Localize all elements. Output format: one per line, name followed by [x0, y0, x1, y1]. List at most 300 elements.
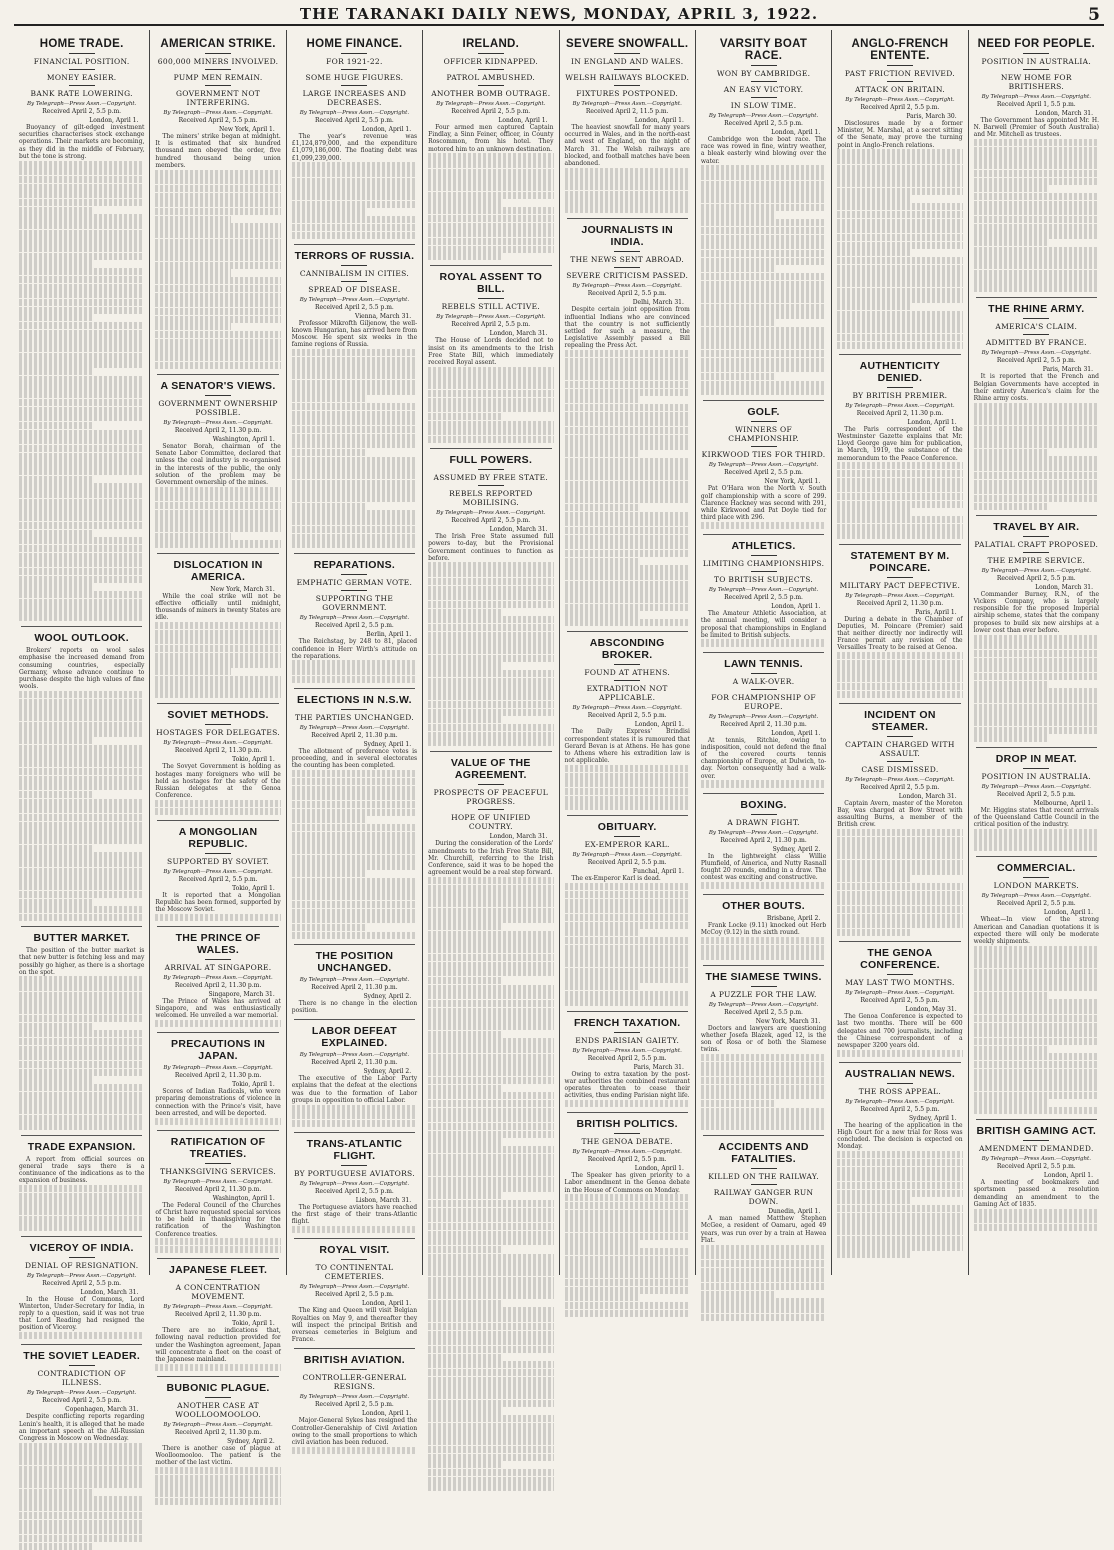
article	[292, 944, 417, 1014]
text-line	[155, 254, 280, 261]
received-time: Received April 2, 5.5 p.m.	[860, 104, 940, 111]
text-line	[565, 365, 690, 372]
text-line	[19, 1185, 144, 1192]
text-line	[701, 1092, 826, 1099]
dateline: London, March 31.	[489, 526, 548, 534]
text-line	[19, 752, 144, 759]
received-time: Received April 2, 5.5 p.m.	[860, 783, 940, 791]
headline-rule	[751, 555, 777, 556]
text-line	[837, 906, 962, 913]
headline-rule	[751, 814, 777, 815]
article-divider	[294, 944, 415, 945]
article-headline: BOXING.	[740, 798, 787, 811]
text-line	[565, 788, 690, 795]
article-subhead: GOVERNMENT NOT INTERFERING.	[175, 89, 261, 107]
article-headline: AMERICAN STRIKE.	[160, 38, 276, 50]
text-line	[565, 773, 690, 780]
text-line	[974, 984, 1099, 991]
text-line	[565, 960, 690, 967]
text-line	[837, 1220, 962, 1227]
text-line	[19, 1450, 144, 1457]
text-line	[974, 1092, 1099, 1099]
text-line	[837, 1228, 962, 1235]
article-divider	[976, 297, 1097, 298]
article-subhead: IN ENGLAND AND WALES.	[570, 57, 684, 66]
article-body: The Amateur Athletic Association, at the annual meeting, will consider a proposal that championships in England be limited to British subjects.	[700, 610, 827, 639]
column-4	[423, 30, 559, 1275]
text-line	[974, 1038, 1099, 1045]
text-line	[428, 693, 553, 700]
article-body: The allotment of preference votes is proceeding, and in several electorates the counting has been completed.	[291, 748, 418, 770]
text-line	[292, 885, 417, 892]
article-body: The miners' strike began at midnight. It is estimated that six hundred thousand men obeyed the order, five hundred thousand being union members.	[155, 133, 281, 169]
article-subhead: ARRIVAL AT SINGAPORE.	[164, 962, 272, 972]
text-line	[701, 296, 826, 303]
article-subhead: CONTRADICTION OF ILLNESS.	[37, 1369, 126, 1388]
text-line	[837, 203, 962, 210]
text-line	[837, 1167, 962, 1174]
headline-rule	[205, 1163, 231, 1164]
text-line	[565, 1287, 690, 1294]
article	[701, 965, 826, 1131]
text-line	[19, 852, 144, 859]
wire-credit: By Telegraph—Press Assn.—Copyright.	[299, 725, 410, 732]
text-line	[155, 223, 280, 230]
text-line	[428, 632, 553, 639]
article-body: The position of the butter market is that new butter is fetching less and may possibly go higher, as there is a shortage on the spot.	[19, 947, 145, 976]
article	[428, 448, 553, 746]
text-line	[565, 1302, 690, 1309]
dateline: Sydney, April 2.	[227, 1437, 275, 1445]
text-line	[292, 862, 417, 869]
text-line	[974, 147, 1099, 154]
headline-rule	[751, 673, 777, 674]
dateline: Sydney, April 1.	[363, 741, 412, 749]
text-line	[565, 519, 690, 526]
received-time: Received April 2, 5.5 p.m.	[860, 1105, 940, 1113]
article-divider	[839, 544, 960, 545]
headline-rule	[614, 664, 640, 665]
article-body: Buoyancy of gilt-edged investment securities characterises stock exchange operations. Their markets are becoming, as they did in the middle of February, but the tone is strong.	[19, 124, 145, 160]
received-time: Received April 2, 5.5 p.m.	[42, 1397, 122, 1405]
article-subhead: TO BRITISH SUBJECTS.	[713, 575, 814, 585]
wire-credit: By Telegraph—Press Assn.—Copyright.	[845, 776, 955, 783]
text-line	[701, 235, 826, 242]
article-headline: COMMERCIAL.	[997, 862, 1076, 875]
text-line	[19, 791, 94, 798]
article	[19, 926, 144, 1130]
text-line	[19, 445, 144, 452]
wire-credit: By Telegraph—Press Assn.—Copyright.	[436, 101, 546, 107]
text-line	[701, 265, 776, 272]
text-line	[701, 1283, 826, 1290]
received-time: Received April 2, 5.5 p.m.	[587, 290, 667, 298]
text-line	[974, 665, 1099, 672]
column-1	[14, 30, 150, 1442]
text-line	[428, 246, 553, 253]
text-line	[19, 1216, 144, 1223]
article-body: Frank Locke (9.11) knocked out Herb McCoy (9.12) in the sixth round.	[700, 922, 827, 937]
text-line	[19, 176, 144, 183]
received-time: Received April 2, 5.5 p.m.	[996, 574, 1076, 582]
text-line	[19, 391, 144, 398]
received-time: Received April 2, 11.30 p.m.	[720, 720, 807, 728]
text-line	[19, 992, 144, 999]
text-line	[565, 573, 690, 580]
text-line	[837, 165, 962, 172]
article-headline: FULL POWERS.	[449, 454, 533, 467]
headline-rule	[341, 281, 367, 282]
text-line	[565, 175, 690, 182]
article-body: Disclosures made by a former Minister, M. Marshal, at a secret sitting of the Senate, may prove the turning point in Anglo-French relations.	[837, 120, 963, 149]
article-subhead: REBELS REPORTED MOBILISING.	[449, 489, 533, 508]
article	[155, 1032, 280, 1125]
text-line	[155, 323, 230, 330]
text-line	[428, 390, 553, 397]
dateline: New York, April 1.	[219, 126, 275, 133]
headline-rule	[205, 959, 231, 960]
text-line	[292, 178, 417, 185]
text-line	[701, 780, 826, 787]
article-body: The ex-Emperor Karl is dead.	[571, 875, 661, 883]
wire-credit: By Telegraph—Press Assn.—Copyright.	[572, 705, 682, 712]
wire-credit: By Telegraph—Press Assn.—Copyright.	[299, 296, 410, 303]
article-subhead: LIMITING CHAMPIONSHIPS.	[702, 559, 825, 569]
article-subhead: A CONCENTRATION MOVEMENT.	[175, 1283, 261, 1302]
text-line	[428, 1161, 553, 1168]
headline-rule	[205, 853, 231, 854]
text-line	[19, 776, 144, 783]
text-line	[701, 342, 826, 349]
article-subhead: ATTACK ON BRITAIN.	[854, 85, 945, 94]
headline-rule	[751, 1168, 777, 1169]
text-line	[292, 403, 417, 410]
text-line	[292, 364, 417, 371]
headline-rule	[751, 65, 777, 66]
text-line	[428, 985, 553, 992]
article-body: Major-General Sykes has resigned the Controller-Generalship of Civil Aviation owing to the small proportions to which civil aviation has been reduced.	[291, 1417, 418, 1446]
article-divider	[21, 926, 142, 927]
article-subhead: FIXTURES POSTPONED.	[576, 89, 679, 98]
text-line	[974, 696, 1099, 703]
headline-rule	[887, 974, 913, 975]
article	[155, 553, 280, 699]
article-headline: REPARATIONS.	[313, 559, 396, 572]
text-line	[565, 945, 690, 952]
received-time: Received April 2, 11.30 p.m.	[856, 599, 944, 607]
text-line	[428, 238, 553, 245]
text-line	[155, 293, 280, 300]
text-line	[428, 1046, 553, 1053]
text-line	[701, 1245, 826, 1252]
text-line	[19, 729, 144, 736]
article	[19, 1344, 144, 1549]
wire-credit: By Telegraph—Press Assn.—Copyright.	[708, 1001, 819, 1008]
wire-credit: By Telegraph—Press Assn.—Copyright.	[299, 1284, 410, 1291]
text-line	[565, 581, 690, 588]
text-line	[428, 954, 553, 961]
text-line	[19, 1458, 144, 1465]
headline-rule	[341, 1259, 367, 1260]
text-line	[428, 1407, 503, 1414]
article-headline: GOLF.	[747, 406, 780, 419]
text-line	[19, 537, 144, 544]
headline-rule	[1023, 877, 1049, 878]
text-line	[974, 1084, 1099, 1091]
headline-rule	[205, 85, 231, 86]
article-subhead: LARGE INCREASES AND DECREASES.	[302, 89, 407, 107]
text-line	[155, 676, 280, 683]
text-line	[292, 349, 417, 356]
text-line	[428, 1307, 553, 1314]
headline-rule	[614, 1133, 640, 1134]
text-line	[565, 481, 690, 488]
text-line	[701, 219, 826, 226]
text-line	[292, 411, 417, 418]
wire-credit: By Telegraph—Press Assn.—Copyright.	[299, 976, 410, 983]
article-subhead: THE PARTIES UNCHANGED.	[294, 713, 414, 723]
text-line	[292, 878, 417, 885]
dateline: London, April 1.	[634, 721, 684, 729]
article-divider	[157, 374, 278, 375]
text-line	[428, 1469, 553, 1476]
article-body: The Genoa Conference is expected to last two months. There will be 600 delegates and 700 journalists, including the Chinese correspondent of a newspaper 3200 years old.	[837, 1013, 963, 1049]
article	[19, 38, 144, 621]
text-line	[837, 829, 962, 836]
text-line	[292, 185, 417, 192]
article-divider	[839, 941, 960, 942]
article	[974, 297, 1099, 509]
article	[837, 703, 962, 936]
text-line	[565, 883, 690, 890]
text-line	[837, 691, 962, 698]
text-line	[428, 724, 553, 731]
text-line	[19, 1543, 94, 1550]
text-line	[974, 277, 1099, 284]
article-body: The Portuguese aviators have reached the first stage of their trans-Atlantic flight.	[291, 1204, 418, 1226]
text-line	[428, 900, 553, 907]
article-headline: A SENATOR'S VIEWS.	[160, 379, 276, 392]
text-line	[837, 837, 962, 844]
wire-credit: By Telegraph—Press Assn.—Copyright.	[163, 974, 273, 981]
text-line	[19, 1504, 144, 1511]
text-line	[428, 892, 553, 899]
text-line	[155, 517, 280, 524]
text-line	[837, 195, 912, 202]
text-line	[155, 622, 280, 629]
text-line	[428, 1200, 553, 1207]
article-subhead: GOVERNMENT OWNERSHIP POSSIBLE.	[158, 398, 278, 417]
article-subhead: PAST FRICTION REVIVED.	[844, 69, 955, 78]
headline-rule	[341, 53, 367, 54]
received-time: Received April 2, 5.5 p.m.	[724, 120, 803, 127]
article-divider	[703, 894, 824, 895]
text-line	[837, 675, 962, 682]
text-line	[428, 709, 553, 716]
article-divider	[157, 926, 278, 927]
headline-rule	[478, 784, 504, 785]
article-divider	[976, 1119, 1097, 1120]
text-line	[837, 1213, 962, 1220]
text-line	[19, 768, 144, 775]
text-line	[565, 488, 690, 495]
text-line	[428, 639, 553, 646]
dateline: Dunedin, April 1.	[768, 1208, 821, 1216]
text-line	[837, 531, 962, 538]
text-line	[974, 185, 1049, 192]
text-line	[19, 253, 144, 260]
text-line	[155, 540, 280, 547]
text-line	[701, 242, 826, 249]
text-line	[974, 658, 1099, 665]
article	[155, 1130, 280, 1253]
text-line	[19, 737, 94, 744]
article-subhead: PALATIAL CRAFT PROPOSED.	[974, 539, 1099, 549]
text-line	[19, 376, 144, 383]
text-line	[292, 660, 417, 667]
text-line	[428, 153, 553, 160]
dateline: Funchal, April 1.	[632, 868, 684, 876]
text-line	[837, 508, 912, 515]
text-line	[292, 893, 417, 900]
text-line	[428, 1261, 553, 1268]
text-line	[19, 568, 144, 575]
wire-credit: By Telegraph—Press Assn.—Copyright.	[163, 1178, 273, 1185]
article-headline: IRELAND.	[462, 38, 520, 50]
wire-credit: By Telegraph—Press Assn.—Copyright.	[572, 283, 682, 290]
article-body: There is no change in the election position.	[291, 999, 418, 1014]
article-headline: BRITISH POLITICS.	[576, 1118, 678, 1131]
article	[974, 38, 1099, 292]
text-line	[155, 1238, 280, 1245]
article	[292, 1019, 417, 1127]
received-time: Received April 2, 5.5 p.m.	[42, 108, 122, 115]
text-line	[428, 1284, 553, 1291]
text-line	[19, 1512, 144, 1519]
text-line	[974, 426, 1099, 433]
article-subhead: SOME HUGE FIGURES.	[305, 73, 404, 82]
received-time: Received April 2, 5.5 p.m.	[178, 875, 258, 883]
text-line	[974, 139, 1099, 146]
text-line	[701, 952, 826, 959]
wire-credit: By Telegraph—Press Assn.—Copyright.	[708, 462, 819, 469]
wire-credit: By Telegraph—Press Assn.—Copyright.	[572, 1149, 682, 1156]
article-body: Commander Burney, R.N., of the Vickers Company, who is largely responsible for the proposed Imperial airship scheme, states that the company proposes to build six new airships at a lower cost than ever before.	[973, 590, 1099, 634]
text-line	[292, 801, 417, 808]
article	[155, 374, 280, 548]
text-line	[292, 434, 417, 441]
text-line	[19, 829, 144, 836]
text-line	[19, 276, 144, 283]
text-line	[19, 207, 94, 214]
dateline: Sydney, April 2.	[363, 992, 412, 1000]
dateline: Berlin, April 1.	[366, 631, 412, 639]
text-line	[155, 494, 280, 501]
text-line	[974, 1099, 1049, 1106]
dateline: Tokio, April 1.	[232, 756, 275, 764]
article-body: In the lightweight class Willie Plumfield, of America, and Nutty Rasnall fought 20 rounds, ending in a draw. The contest was exciting and constructive.	[700, 852, 827, 882]
text-line	[565, 396, 640, 403]
text-line	[19, 307, 144, 314]
article-divider	[839, 1062, 960, 1063]
article-subhead: DENIAL OF RESIGNATION.	[24, 1260, 139, 1270]
text-line	[701, 1298, 826, 1305]
text-line	[701, 350, 826, 357]
article	[701, 534, 826, 647]
article-headline: ELECTIONS IN N.S.W.	[297, 694, 412, 707]
text-line	[974, 154, 1099, 161]
text-line	[701, 1115, 826, 1122]
dateline: London, March 31.	[489, 330, 548, 338]
text-line	[701, 1054, 826, 1061]
text-line	[19, 360, 144, 367]
dateline: London, April 1.	[907, 418, 957, 426]
text-line	[19, 1473, 144, 1480]
text-line	[565, 465, 690, 472]
text-line	[155, 200, 280, 207]
article	[701, 793, 826, 890]
text-line	[837, 921, 962, 928]
text-line	[837, 257, 962, 264]
headline-rule	[614, 836, 640, 837]
text-line	[155, 637, 280, 644]
text-line	[155, 339, 280, 346]
text-line	[155, 185, 280, 192]
text-line	[155, 1490, 280, 1497]
article-subhead: THE NEWS SENT ABROAD.	[570, 255, 685, 265]
dateline: London, March 31.	[898, 792, 957, 800]
article-subhead: PATROL AMBUSHED.	[446, 73, 536, 82]
article-divider	[294, 1238, 415, 1239]
dateline: New York, March 31.	[210, 585, 275, 593]
received-time: Received April 2, 5.5 p.m.	[315, 117, 394, 124]
text-line	[837, 462, 962, 469]
text-line	[565, 412, 690, 419]
wire-credit: By Telegraph—Press Assn.—Copyright.	[163, 110, 273, 116]
headline-rule	[1023, 1140, 1049, 1141]
article-headline: ROYAL ASSENT TO BILL.	[439, 271, 543, 296]
headline-rule	[751, 81, 777, 82]
article-divider	[294, 1348, 415, 1349]
text-line	[292, 418, 417, 425]
text-line	[565, 198, 690, 205]
dateline: London, March 31.	[1035, 583, 1093, 591]
text-line	[565, 891, 690, 898]
text-line	[428, 161, 553, 168]
wire-credit: By Telegraph—Press Assn.—Copyright.	[981, 783, 1091, 790]
article-headline: AUSTRALIAN NEWS.	[844, 1067, 956, 1080]
wire-credit: By Telegraph—Press Assn.—Copyright.	[299, 1052, 410, 1059]
wire-credit: By Telegraph—Press Assn.—Copyright.	[845, 1098, 955, 1105]
received-time: Received April 2, 5.5 p.m.	[724, 1008, 803, 1016]
article-body: Mr. Higgins states that recent arrivals of the Queensland Cattle Council in the critical position of the industry.	[973, 806, 1099, 829]
text-line	[428, 1423, 553, 1430]
text-line	[19, 399, 144, 406]
text-line	[837, 652, 962, 659]
text-line	[19, 699, 144, 706]
text-line	[428, 413, 503, 420]
headline-rule	[341, 590, 367, 591]
headline-rule	[341, 574, 367, 575]
text-line	[974, 208, 1099, 215]
text-line	[565, 929, 640, 936]
text-line	[974, 270, 1099, 277]
text-line	[428, 1338, 553, 1345]
article-body: Scores of Indian Radicals, who were preparing demonstrations of violence in connection with the Prince's visit, have been arrested, and will be deported.	[155, 1088, 281, 1117]
text-line	[974, 1209, 1099, 1216]
text-line	[19, 245, 144, 252]
text-line	[428, 1461, 503, 1468]
